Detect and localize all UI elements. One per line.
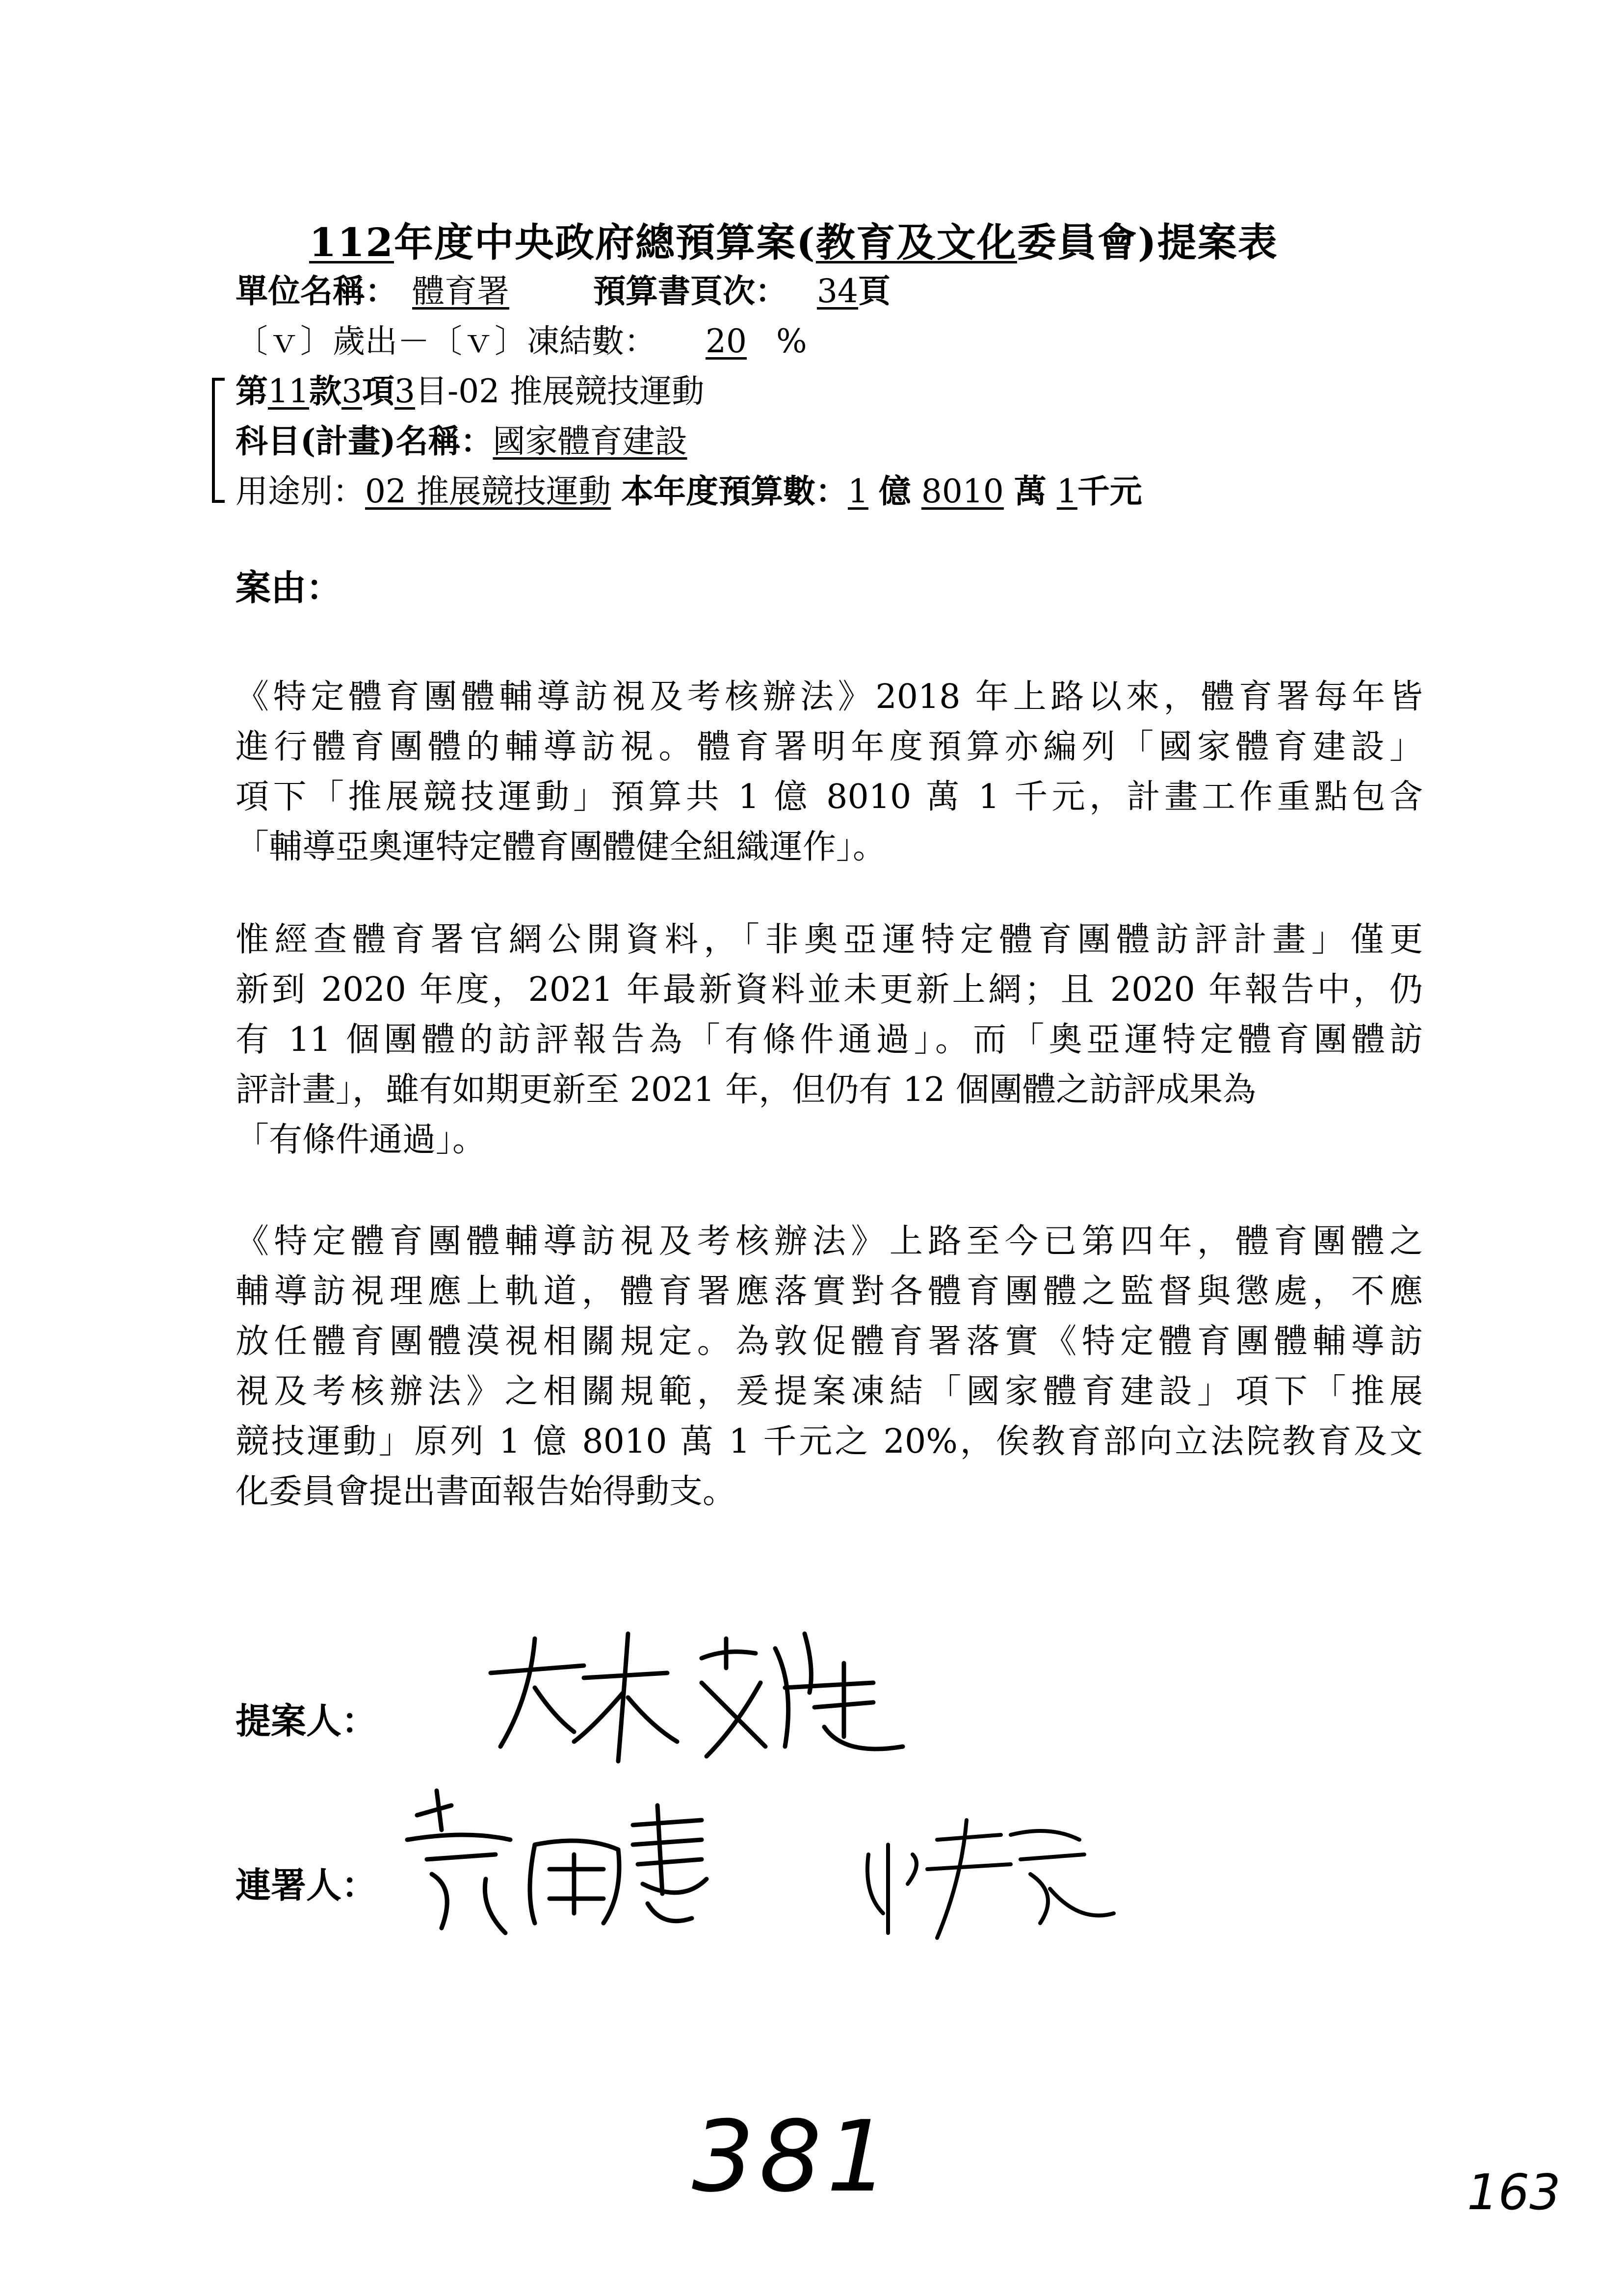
freeze-value: 20 (706, 322, 747, 360)
subject-value: 國家體育建設 (493, 422, 687, 460)
cosigner-signature-2 (854, 1815, 1128, 1953)
subject-row: 科目(計畫)名稱：國家體育建設 (236, 422, 687, 460)
proposer-label: 提案人： (236, 1700, 377, 1742)
unit-value: 體育署 (412, 272, 509, 310)
cosigner-label: 連署人： (236, 1864, 377, 1906)
page-number: 163 (1467, 2164, 1561, 2221)
form-title: 112年度中央政府總預算案(教育及文化委員會)提案表 (309, 219, 1278, 265)
handwritten-number: 381 (692, 2100, 894, 2214)
bracket-line (212, 378, 219, 503)
reason-heading: 案由： (236, 567, 342, 608)
item-row: 第11款3項3目-02 推展競技運動 (236, 372, 705, 410)
usage-value: 02 推展競技運動 (365, 472, 611, 510)
freeze-row: 〔ｖ〕歲出－〔ｖ〕凍結數： 20 % (236, 322, 807, 360)
usage-row: 用途別：02 推展競技運動 本年度預算數：1 億 8010 萬 1千元 (236, 472, 1142, 510)
paragraph-1: 《特定體育團體輔導訪視及考核辦法》2018 年上路以來，體育署每年皆 進行體育團體的輔導訪視。體育署明年度預算亦編列「國家體育建設」 項下「推展競技運動」預算共 1 億 8010 萬 1 千元，計畫工作重點包含 「輔導亞奧運特定體育團體健全組織運作」。 (236, 678, 1423, 866)
proposer-signature (471, 1619, 962, 1776)
bracket-tick (212, 500, 225, 503)
paragraph-3: 《特定體育團體輔導訪視及考核辦法》上路至今已第四年，體育團體之 輔導訪視理應上軌道，體育署應落實對各體育團體之監督與懲處，不應 放任體育團體漠視相關規定。為敦促體育署落實《特定體育團體輔導訪 視及考核辦法》之相關規範，爰提案凍結「國家體育建設」項下「推展 競技運動」原列 1 億 8010 萬 1 千元之 20%，俟教育部向立法院教育及文 化委員會提出書面報告始得動支。 (236, 1222, 1423, 1511)
cosigner-signature-1 (388, 1786, 760, 1948)
unit-row: 單位名稱： 體育署 預算書頁次： 34頁 (236, 272, 891, 310)
page-value: 34 (816, 272, 858, 310)
paragraph-2: 惟經查體育署官網公開資料，「非奧亞運特定體育團體訪評計畫」僅更 新到 2020 年度，2021 年最新資料並未更新上網；且 2020 年報告中，仍 有 11 個團體的訪評報告為「有條件通過」。而「奧亞運特定體育團體訪 評計畫」，雖有如期更新至 2021 年，但仍有 12 個團體之訪評成果為 「有條件通過」。 (236, 920, 1423, 1159)
bracket-tick (212, 378, 225, 381)
